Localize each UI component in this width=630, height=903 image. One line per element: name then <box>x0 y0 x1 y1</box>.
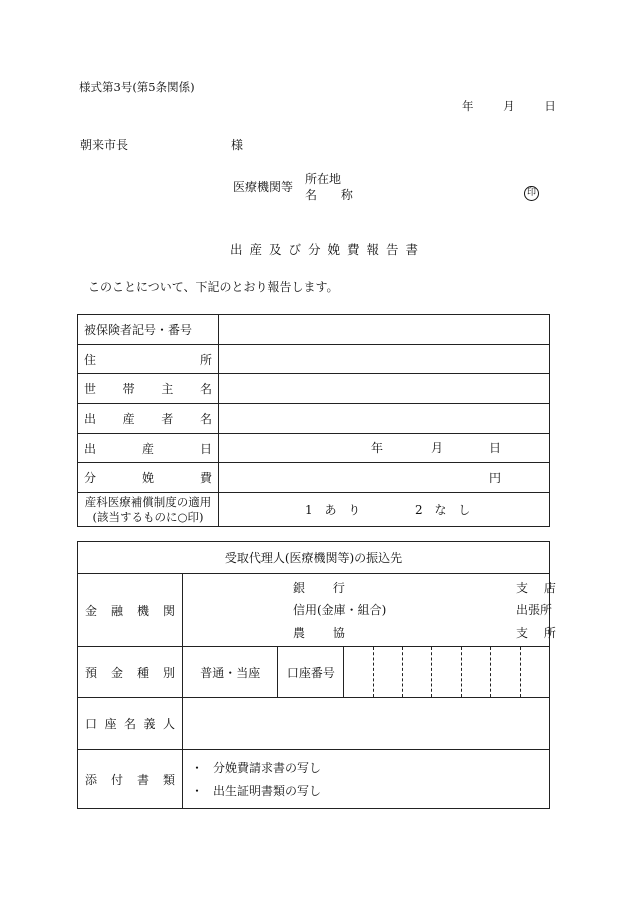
table-row <box>78 647 550 698</box>
branch-type-shiten: 支 店 <box>516 581 562 595</box>
label-char: 産 <box>122 411 135 426</box>
seal-icon: 印 <box>524 186 539 201</box>
table-row <box>78 374 550 404</box>
account-digit[interactable] <box>461 647 490 698</box>
account-number-label: 口座番号 <box>278 647 344 698</box>
label-char: 関 <box>162 603 175 618</box>
birth-month-unit: 月 <box>431 441 444 456</box>
label-char: 住 <box>84 352 97 367</box>
account-digit[interactable] <box>373 647 402 698</box>
insured-number-text: 被保険者記号・番号 <box>84 322 193 337</box>
delivery-fee-field[interactable] <box>219 463 550 493</box>
household-head-label <box>78 374 219 404</box>
birth-date-label <box>78 433 219 463</box>
bank-type-shinkin: 信用(金庫・組合) <box>293 603 387 617</box>
date-day: 日 <box>544 99 556 113</box>
table-row <box>78 493 550 527</box>
table-row <box>78 542 550 574</box>
address-field[interactable] <box>219 344 550 374</box>
table-row <box>78 404 550 434</box>
bank-label-text <box>85 602 175 619</box>
label-char: 人 <box>162 717 175 731</box>
table-row <box>78 463 550 493</box>
honorific: 様 <box>231 138 244 152</box>
label-char: 添 <box>85 772 98 787</box>
birth-date-field[interactable] <box>219 433 550 463</box>
account-digit[interactable] <box>344 647 373 698</box>
delivery-fee-text <box>84 469 212 486</box>
label-char: 出 <box>84 441 97 456</box>
table-row <box>78 698 550 750</box>
attachment-2: 出生証明書類の写し <box>213 784 322 798</box>
bank-field[interactable] <box>183 574 562 647</box>
bullet-icon: ・ <box>191 784 204 798</box>
mother-name-field[interactable] <box>219 404 550 434</box>
date-month: 月 <box>503 99 515 113</box>
institution-label: 医療機関等 <box>233 180 294 194</box>
household-head-field[interactable] <box>219 374 550 404</box>
label-char: 名 <box>123 717 136 731</box>
compensation-options <box>219 493 550 527</box>
label-char: 出 <box>84 411 97 426</box>
label-char: 産 <box>141 441 154 456</box>
option-yes[interactable]: 1 あ り <box>305 502 365 517</box>
institution-name-label: 名 称 <box>305 188 363 202</box>
account-holder-text <box>85 715 175 732</box>
label-char: 名 <box>199 382 212 397</box>
attachments-field <box>183 750 550 809</box>
deposit-type-text <box>85 664 175 681</box>
option-no[interactable]: 2 な し <box>415 502 475 517</box>
account-digit[interactable] <box>432 647 461 698</box>
label-char: 書 <box>136 772 149 787</box>
label-char: 義 <box>143 717 156 731</box>
label-char: 金 <box>110 665 123 680</box>
label-char: 別 <box>162 665 175 680</box>
label-char: 種 <box>136 665 149 680</box>
transfer-header: 受取代理人(医療機関等)の振込先 <box>78 542 550 574</box>
form-number: 様式第3号(第5条関係) <box>79 80 195 94</box>
birth-day-unit: 日 <box>489 441 502 456</box>
branch-type-shisho: 支 所 <box>516 626 562 640</box>
account-digit[interactable] <box>403 647 432 698</box>
label-char: 類 <box>162 772 175 787</box>
insured-number-field[interactable] <box>219 315 550 345</box>
label-char: 帯 <box>122 382 135 397</box>
label-char: 預 <box>85 665 98 680</box>
mother-name-text <box>84 410 212 427</box>
bank-label <box>78 574 183 647</box>
label-char: 娩 <box>141 471 154 486</box>
compensation-line-2: (該当するものに○印) <box>92 509 204 524</box>
bank-type-bank: 銀 行 <box>293 581 357 595</box>
deposit-type-label <box>78 647 183 698</box>
label-char: 付 <box>110 772 123 787</box>
document-title: 出産及び分娩費報告書 <box>230 242 426 257</box>
institution-address-label: 所在地 <box>305 172 342 186</box>
mother-name-label <box>78 404 219 434</box>
addressee: 朝来市長 <box>80 138 129 152</box>
birth-year-unit: 年 <box>371 441 384 456</box>
account-holder-field[interactable] <box>183 698 550 750</box>
label-char: 分 <box>84 471 97 486</box>
table-row <box>78 344 550 374</box>
label-char: 主 <box>161 382 174 397</box>
deposit-type-value[interactable]: 普通・当座 <box>183 647 278 698</box>
label-char: 名 <box>199 411 212 426</box>
transfer-table <box>77 541 562 809</box>
attachment-1: 分娩費請求書の写し <box>213 761 322 775</box>
address-text <box>84 351 212 368</box>
attachments-text <box>85 771 175 788</box>
account-holder-label <box>78 698 183 750</box>
report-table <box>77 314 550 527</box>
branch-type-shucchojo: 出張所 <box>516 603 553 617</box>
label-char: 日 <box>199 441 212 456</box>
bullet-icon: ・ <box>191 761 204 775</box>
label-char: 所 <box>199 352 212 367</box>
household-head-text <box>84 380 212 397</box>
table-row <box>78 315 550 345</box>
table-row <box>78 574 550 647</box>
account-digit[interactable] <box>520 647 549 698</box>
intro-text: このことについて、下記のとおり報告します。 <box>88 280 339 294</box>
account-digit[interactable] <box>491 647 520 698</box>
label-char: 座 <box>104 717 117 731</box>
yen-unit: 円 <box>489 470 502 485</box>
label-char: 融 <box>110 603 123 618</box>
label-char: 口 <box>85 717 98 731</box>
address-label <box>78 344 219 374</box>
birth-date-text <box>84 440 212 457</box>
label-char: 者 <box>161 411 174 426</box>
date-year: 年 <box>462 99 474 113</box>
compensation-label <box>78 493 219 527</box>
label-char: 機 <box>136 603 149 618</box>
table-row <box>78 433 550 463</box>
date-line <box>462 101 556 113</box>
label-char: 金 <box>85 603 98 618</box>
attachments-label <box>78 750 183 809</box>
insured-number-label <box>78 315 219 345</box>
delivery-fee-label <box>78 463 219 493</box>
compensation-line-1: 産科医療補償制度の適用 <box>84 495 212 510</box>
bank-type-nokyo: 農 協 <box>293 626 357 640</box>
table-row <box>78 750 550 809</box>
label-char: 費 <box>199 471 212 486</box>
label-char: 世 <box>84 382 97 397</box>
